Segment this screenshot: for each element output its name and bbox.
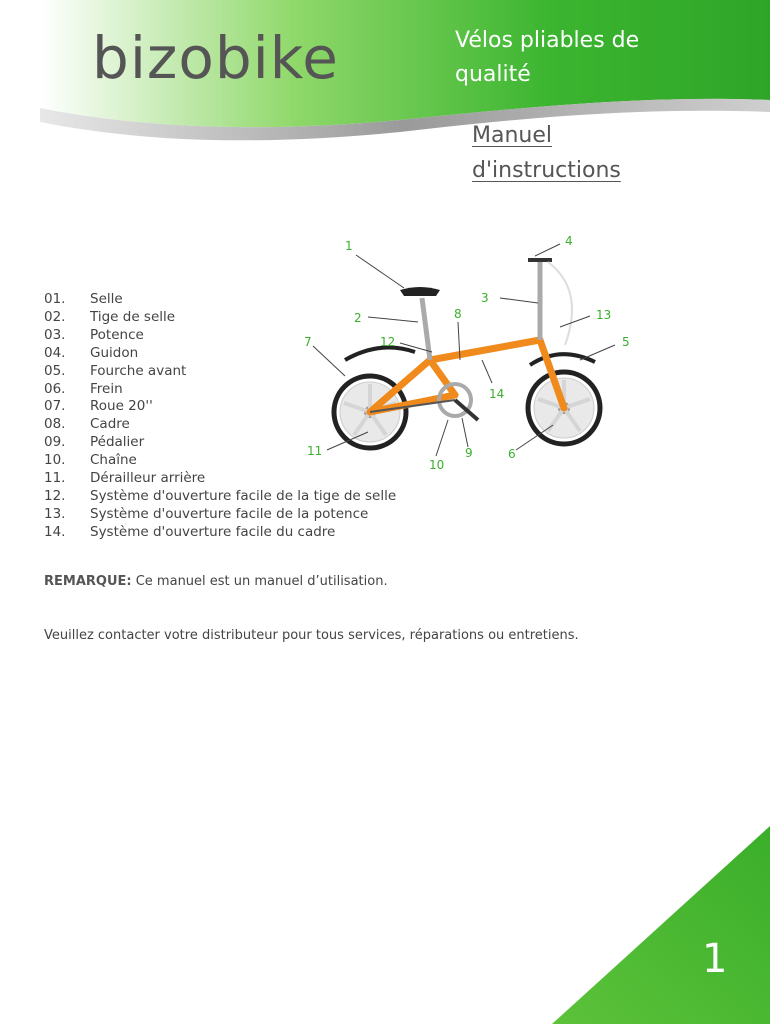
- page-number: 1: [702, 936, 728, 982]
- part-number: 01.: [44, 291, 66, 307]
- tagline-line-2: qualité: [455, 62, 531, 87]
- diagram-label: 1: [345, 239, 353, 253]
- part-label: Pédalier: [90, 434, 145, 451]
- part-number: 14.: [44, 523, 66, 540]
- contact-text: Veuillez contacter votre distributeur pour tous services, réparations ou entretiens.: [44, 628, 579, 643]
- diagram-label: 9: [465, 446, 473, 460]
- part-label: Système d'ouverture facile du cadre: [90, 523, 336, 540]
- part-label: Selle: [90, 291, 123, 307]
- part-label: Chaîne: [90, 452, 137, 469]
- part-number: 03.: [44, 326, 66, 343]
- part-label: Roue 20'': [90, 398, 153, 415]
- remark-label: REMARQUE:: [44, 574, 132, 589]
- part-number: 02.: [44, 308, 66, 325]
- diagram-label: 2: [354, 311, 362, 325]
- part-number: 09.: [44, 434, 66, 451]
- remark-text: Ce manuel est un manuel d’utilisation.: [131, 574, 388, 589]
- part-number: 07.: [44, 398, 66, 415]
- brand-logo: bizobike: [92, 24, 339, 92]
- part-label: Fourche avant: [90, 362, 187, 379]
- diagram-label: 10: [429, 458, 445, 472]
- diagram-label: 14: [489, 387, 505, 401]
- part-label: Frein: [90, 380, 123, 397]
- part-number: 05.: [44, 362, 66, 379]
- manual-title-line-2: d'instructions: [472, 158, 621, 183]
- part-number: 06.: [44, 380, 66, 397]
- diagram-label: 7: [304, 335, 312, 349]
- part-label: Dérailleur arrière: [90, 470, 206, 487]
- part-label: Potence: [90, 326, 144, 343]
- diagram-label: 8: [454, 307, 462, 321]
- tagline-line-1: Vélos pliables de: [455, 28, 640, 53]
- diagram-label: 13: [596, 308, 612, 322]
- part-label: Cadre: [90, 416, 130, 433]
- part-label: Système d'ouverture facile de la potence: [90, 505, 369, 522]
- part-number: 10.: [44, 452, 66, 469]
- part-label: Tige de selle: [90, 308, 176, 325]
- part-number: 08.: [44, 416, 66, 433]
- part-number: 12.: [44, 487, 66, 504]
- diagram-label: 11: [307, 444, 323, 458]
- diagram-label: 6: [508, 447, 516, 461]
- part-number: 13.: [44, 505, 66, 522]
- part-label: Guidon: [90, 344, 139, 361]
- diagram-label: 3: [481, 291, 489, 305]
- part-label: Système d'ouverture facile de la tige de selle: [90, 487, 397, 504]
- part-number: 04.: [44, 344, 66, 361]
- part-number: 11.: [44, 470, 66, 487]
- diagram-label: 4: [565, 234, 573, 248]
- diagram-label: 5: [622, 335, 630, 349]
- diagram-label: 12: [380, 335, 396, 349]
- manual-title-line-1: Manuel: [472, 123, 552, 148]
